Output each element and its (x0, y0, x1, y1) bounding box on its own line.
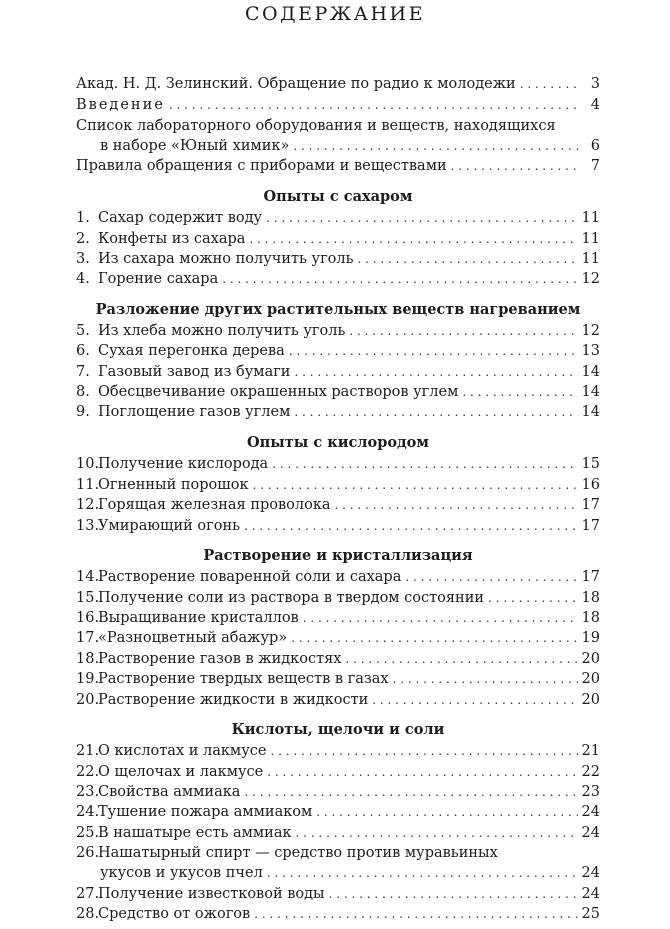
toc-entry (76, 588, 600, 608)
entry-title: Огненный порошок (98, 477, 249, 493)
entry-page: 6 (590, 138, 600, 154)
entry-title: в наборе «Юный химик» (100, 138, 290, 154)
toc-entry (76, 229, 600, 249)
leader-dots (291, 628, 577, 648)
leader-dots (266, 208, 577, 228)
entry-page: 18 (581, 590, 600, 606)
toc-entry-equipment-line1: Список лабораторного оборудования и веществ, находящихся (76, 118, 556, 134)
toc-entry (76, 802, 600, 822)
entry-page: 24 (581, 886, 600, 902)
toc-entry (76, 649, 600, 669)
entry-title: О щелочах и лакмусе (98, 764, 264, 780)
toc-entry-appeal (76, 74, 600, 94)
entry-title: Сухая перегонка дерева (98, 343, 285, 359)
entry-title: Из сахара можно получить уголь (98, 251, 354, 267)
entry-page: 14 (581, 404, 600, 420)
leader-dots (249, 229, 577, 249)
leader-dots (293, 136, 580, 156)
entry-number: 17. (76, 630, 100, 646)
entry-number: 13. (76, 518, 100, 534)
leader-dots (270, 741, 577, 761)
entry-title: Растворение жидкости в жидкости (98, 692, 369, 708)
entry-page: 16 (581, 477, 600, 493)
leader-dots (254, 904, 577, 924)
toc-entry (76, 516, 600, 536)
entry-title: Тушение пожара аммиаком (98, 804, 313, 820)
entry-title: Умирающий огонь (98, 518, 241, 534)
leader-dots (222, 269, 577, 289)
leader-dots (253, 475, 578, 495)
entry-number: 15. (76, 590, 100, 606)
toc-entry (76, 762, 600, 782)
entry-page: 21 (581, 743, 600, 759)
entry-title: Получение кислорода (98, 456, 269, 472)
entry-page: 22 (581, 764, 600, 780)
entry-number: 27. (76, 886, 100, 902)
toc-entry (76, 341, 600, 361)
toc-entry (76, 362, 600, 382)
entry-title: Обесцвечивание окрашенных растворов углем (98, 384, 459, 400)
entry-page: 24 (581, 825, 600, 841)
entry-number: 14. (76, 569, 100, 585)
entry-page: 11 (581, 231, 600, 247)
leader-dots (451, 156, 580, 176)
section-heading: Разложение других растительных веществ нагреванием (95, 301, 581, 318)
entry-number: 21. (76, 743, 100, 759)
entry-page: 25 (581, 906, 600, 922)
entry-page: 11 (581, 251, 600, 267)
leader-dots (303, 608, 578, 628)
toc-entry-equipment (100, 136, 600, 156)
entry-number: 18. (76, 651, 100, 667)
entry-number: 26. (76, 845, 100, 861)
leader-dots (345, 649, 577, 669)
entry-number: 11. (76, 477, 100, 493)
leader-dots (316, 802, 577, 822)
toc-entry (76, 402, 600, 422)
leader-dots (294, 402, 577, 422)
leader-dots (405, 567, 577, 587)
leader-dots (169, 95, 580, 115)
entry-page: 14 (581, 364, 600, 380)
entry-page: 23 (581, 784, 600, 800)
leader-dots (267, 863, 578, 883)
toc-entry (76, 475, 600, 495)
section-heading: Опыты с сахаром (263, 188, 413, 205)
entry-number: 23. (76, 784, 100, 800)
toc-entry (76, 823, 600, 843)
section-heading: Опыты с кислородом (247, 434, 429, 451)
entry-title: «Разноцветный абажур» (98, 630, 288, 646)
entry-page: 19 (581, 630, 600, 646)
leader-dots (267, 762, 577, 782)
toc-entry (76, 269, 600, 289)
section-heading: Растворение и кристаллизация (203, 547, 473, 564)
entry-page: 11 (581, 210, 600, 226)
entry-page: 20 (581, 671, 600, 687)
entry-number: 12. (76, 497, 100, 513)
entry-title: Свойства аммиака (98, 784, 241, 800)
leader-dots (289, 341, 578, 361)
toc-entry (76, 669, 600, 689)
toc-entry (76, 628, 600, 648)
toc-entry (76, 567, 600, 587)
entry-title: О кислотах и лакмусе (98, 743, 267, 759)
entry-page: 14 (581, 384, 600, 400)
toc-entry (76, 904, 600, 924)
entry-title: Горящая железная проволока (98, 497, 331, 513)
entry-title: Из хлеба можно получить уголь (98, 323, 346, 339)
leader-dots (372, 690, 577, 710)
leader-dots (462, 382, 577, 402)
toc-entry (76, 782, 600, 802)
entry-title: укусов и укусов пчел (100, 865, 263, 881)
entry-title: Конфеты из сахара (98, 231, 246, 247)
entry-title: Растворение твердых веществ в газах (98, 671, 389, 687)
leader-dots (294, 362, 577, 382)
entry-page: 12 (581, 271, 600, 287)
entry-title: В нашатыре есть аммиак (98, 825, 292, 841)
entry-title: Газовый завод из бумаги (98, 364, 291, 380)
entry-number: 22. (76, 764, 100, 780)
entry-title: Растворение газов в жидкостях (98, 651, 342, 667)
leader-dots (520, 74, 580, 94)
entry-number: 4. (76, 271, 90, 287)
toc-entry (76, 454, 600, 474)
toc-entry-26-line1 (76, 843, 498, 863)
toc-entry (76, 321, 600, 341)
toc-entry (76, 608, 600, 628)
leader-dots (296, 823, 578, 843)
entry-number: 24. (76, 804, 100, 820)
entry-title: Растворение поваренной соли и сахара (98, 569, 402, 585)
toc-entry (76, 208, 600, 228)
entry-title: Средство от ожогов (98, 906, 251, 922)
entry-number: 25. (76, 825, 100, 841)
entry-title: Введение (76, 97, 165, 113)
entry-number: 5. (76, 323, 90, 339)
entry-page: 18 (581, 610, 600, 626)
toc-entry-rules (76, 156, 600, 176)
entry-page: 15 (581, 456, 600, 472)
entry-page: 4 (590, 97, 600, 113)
toc-entry (76, 741, 600, 761)
entry-page: 12 (581, 323, 600, 339)
entry-page: 17 (581, 497, 600, 513)
entry-page: 7 (590, 158, 600, 174)
leader-dots (244, 782, 577, 802)
entry-title: Получение известковой воды (98, 886, 325, 902)
toc-entry-26 (100, 863, 600, 883)
entry-number: 2. (76, 231, 90, 247)
entry-title: Горение сахара (98, 271, 219, 287)
toc-entry (76, 249, 600, 269)
entry-title: Нашатырный спирт — средство против муравьиных (98, 845, 498, 861)
entry-page: 17 (581, 518, 600, 534)
entry-number: 3. (76, 251, 90, 267)
entry-title: Получение соли из раствора в твердом состоянии (98, 590, 485, 606)
entry-title: Правила обращения с приборами и веществами (76, 158, 447, 174)
entry-number: 10. (76, 456, 100, 472)
entry-title: Поглощение газов углем (98, 404, 291, 420)
entry-number: 20. (76, 692, 100, 708)
leader-dots (393, 669, 578, 689)
entry-title: Сахар содержит воду (98, 210, 263, 226)
leader-dots (349, 321, 577, 341)
entry-number: 9. (76, 404, 90, 420)
leader-dots (244, 516, 578, 536)
entry-page: 24 (581, 804, 600, 820)
entry-page: 24 (581, 865, 600, 881)
entry-number: 6. (76, 343, 90, 359)
entry-page: 13 (581, 343, 600, 359)
entry-number: 16. (76, 610, 100, 626)
entry-page: 20 (581, 651, 600, 667)
toc-entry (76, 884, 600, 904)
entry-number: 1. (76, 210, 90, 226)
toc-entry-introduction (76, 95, 600, 115)
entry-page: 17 (581, 569, 600, 585)
leader-dots (488, 588, 577, 608)
page-title: СОДЕРЖАНИЕ (245, 3, 425, 25)
entry-title: Акад. Н. Д. Зелинский. Обращение по радио к молодежи (76, 76, 516, 92)
leader-dots (272, 454, 577, 474)
section-heading: Кислоты, щелочи и соли (231, 721, 445, 738)
leader-dots (358, 249, 578, 269)
entry-number: 28. (76, 906, 100, 922)
entry-number: 19. (76, 671, 100, 687)
entry-page: 3 (590, 76, 600, 92)
entry-number: 8. (76, 384, 90, 400)
entry-page: 20 (581, 692, 600, 708)
leader-dots (329, 884, 578, 904)
leader-dots (335, 495, 578, 515)
entry-title: Выращивание кристаллов (98, 610, 299, 626)
toc-entry (76, 690, 600, 710)
toc-entry (76, 495, 600, 515)
toc-entry (76, 382, 600, 402)
entry-number: 7. (76, 364, 90, 380)
